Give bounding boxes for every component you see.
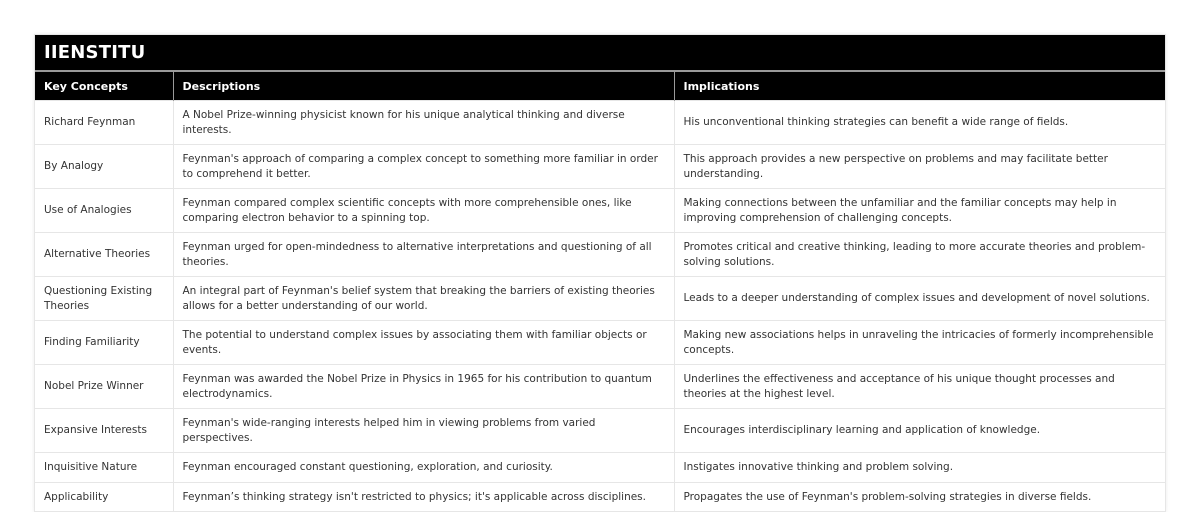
description-cell: A Nobel Prize-winning physicist known for his unique analytical thinking and diverse interests. [173, 101, 674, 145]
concept-cell: Use of Analogies [35, 189, 173, 233]
description-cell: Feynman was awarded the Nobel Prize in Physics in 1965 for his contribution to quantum electrodynamics. [173, 365, 674, 409]
table-row [35, 101, 1165, 145]
description-cell: Feynman compared complex scientific concepts with more comprehensible ones, like comparing electron behavior to a spinning top. [173, 189, 674, 233]
table-row [35, 189, 1165, 233]
description-cell: Feynman encouraged constant questioning, exploration, and curiosity. [173, 453, 674, 483]
implication-cell: Making new associations helps in unraveling the intricacies of formerly incomprehensible concepts. [674, 321, 1165, 365]
table-row [35, 145, 1165, 189]
implication-cell: Underlines the effectiveness and acceptance of his unique thought processes and theories at the highest level. [674, 365, 1165, 409]
description-cell: Feynman's wide-ranging interests helped him in viewing problems from varied perspectives. [173, 409, 674, 453]
concept-cell: Questioning Existing Theories [35, 277, 173, 321]
column-header-key-concepts: Key Concepts [35, 72, 173, 101]
description-cell: Feynman’s thinking strategy isn't restricted to physics; it's applicable across disciplines. [173, 482, 674, 511]
table-row [35, 409, 1165, 453]
concept-cell: Applicability [35, 482, 173, 511]
concept-cell: Expansive Interests [35, 409, 173, 453]
table-row [35, 453, 1165, 483]
description-cell: The potential to understand complex issues by associating them with familiar objects or events. [173, 321, 674, 365]
table-row [35, 233, 1165, 277]
implication-cell: This approach provides a new perspective on problems and may facilitate better understanding. [674, 145, 1165, 189]
concepts-table [35, 72, 1165, 511]
concept-cell: Alternative Theories [35, 233, 173, 277]
table-row [35, 365, 1165, 409]
table-row [35, 321, 1165, 365]
table-row [35, 277, 1165, 321]
table-header-row [35, 72, 1165, 101]
column-header-descriptions: Descriptions [173, 72, 674, 101]
description-cell: Feynman urged for open-mindedness to alternative interpretations and questioning of all theories. [173, 233, 674, 277]
concept-cell: By Analogy [35, 145, 173, 189]
description-cell: An integral part of Feynman's belief system that breaking the barriers of existing theories allows for a better understanding of our world. [173, 277, 674, 321]
concept-cell: Richard Feynman [35, 101, 173, 145]
concept-cell: Inquisitive Nature [35, 453, 173, 483]
implication-cell: Instigates innovative thinking and problem solving. [674, 453, 1165, 483]
description-cell: Feynman's approach of comparing a complex concept to something more familiar in order to comprehend it better. [173, 145, 674, 189]
concepts-table-card [34, 34, 1166, 512]
implication-cell: Propagates the use of Feynman's problem-solving strategies in diverse fields. [674, 482, 1165, 511]
implication-cell: Leads to a deeper understanding of complex issues and development of novel solutions. [674, 277, 1165, 321]
implication-cell: Encourages interdisciplinary learning and application of knowledge. [674, 409, 1165, 453]
concept-cell: Nobel Prize Winner [35, 365, 173, 409]
implication-cell: His unconventional thinking strategies can benefit a wide range of fields. [674, 101, 1165, 145]
implication-cell: Making connections between the unfamiliar and the familiar concepts may help in improving comprehension of challenging concepts. [674, 189, 1165, 233]
column-header-implications: Implications [674, 72, 1165, 101]
brand-header: IIENSTITU [35, 35, 1165, 72]
concept-cell: Finding Familiarity [35, 321, 173, 365]
implication-cell: Promotes critical and creative thinking, leading to more accurate theories and problem-solving solutions. [674, 233, 1165, 277]
